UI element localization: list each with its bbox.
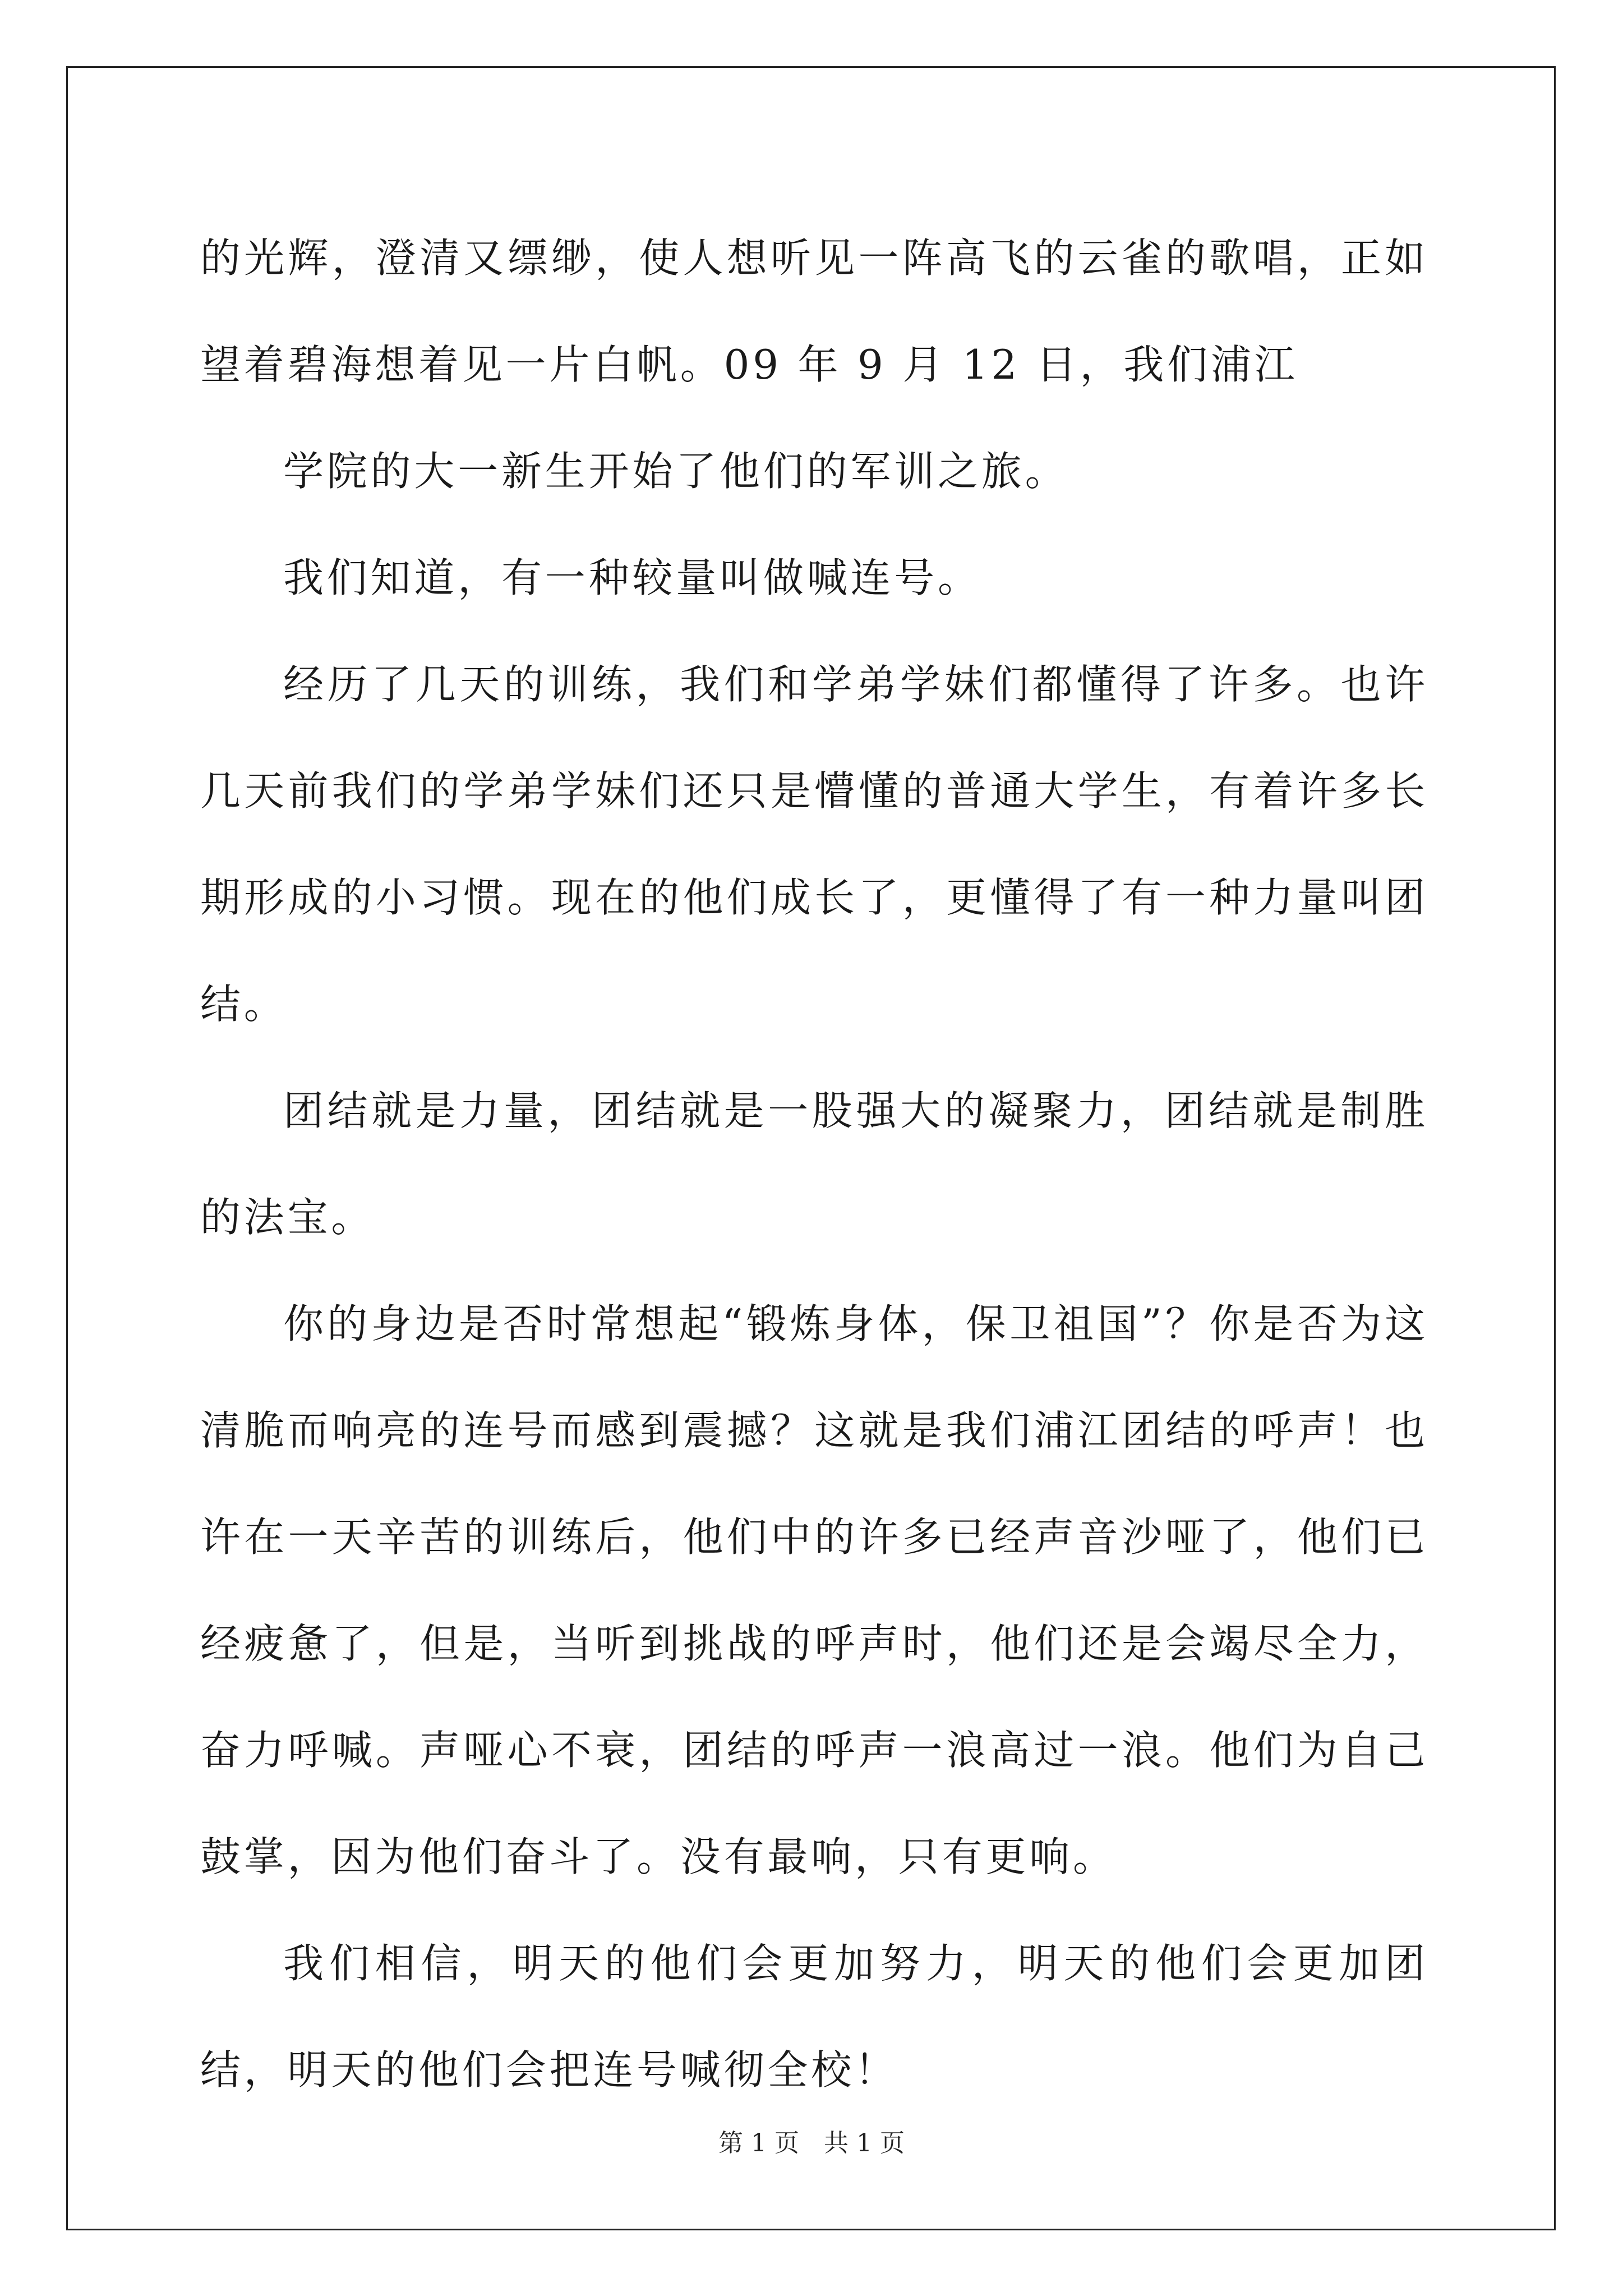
paragraph-1: 的光辉，澄清又缥缈，使人想听见一阵高飞的云雀的歌唱，正如望着碧海想着见一片白帆。09 年 9 月 12 日，我们浦江 <box>200 234 1428 388</box>
paragraph-7: 我们相信，明天的他们会更加努力，明天的他们会更加团结，明天的他们会把连号喊彻全校！ <box>200 1940 1428 2093</box>
paragraph-6: 你的身边是否时常想起“锻炼身体，保卫祖国”？你是否为这清脆而响亮的连号而感到震撼？这就是我们浦江团结的呼声！也许在一天辛苦的训练后，他们中的许多已经声音沙哑了，他们已经疲惫了，但是，当听到挑战的呼声时，他们还是会竭尽全力，奋力呼喊。声哑心不衰，团结的呼声一浪高过一浪。他们为自己鼓掌，因为他们奋斗了。没有最响，只有更响。 <box>200 1300 1428 1880</box>
paragraph-2: 学院的大一新生开始了他们的军训之旅。 <box>283 448 1069 495</box>
document-body <box>200 205 1428 2123</box>
page-footer: 第 1 页 共 1 页 <box>718 2129 905 2157</box>
paragraph-3: 我们知道，有一种较量叫做喊连号。 <box>283 554 981 601</box>
paragraph-5: 团结就是力量，团结就是一股强大的凝聚力，团结就是制胜的法宝。 <box>200 1087 1428 1241</box>
paragraph-4: 经历了几天的训练，我们和学弟学妹们都懂得了许多。也许几天前我们的学弟学妹们还只是懵懂的普通大学生，有着许多长期形成的小习惯。现在的他们成长了，更懂得了有一种力量叫团结。 <box>200 661 1428 1028</box>
